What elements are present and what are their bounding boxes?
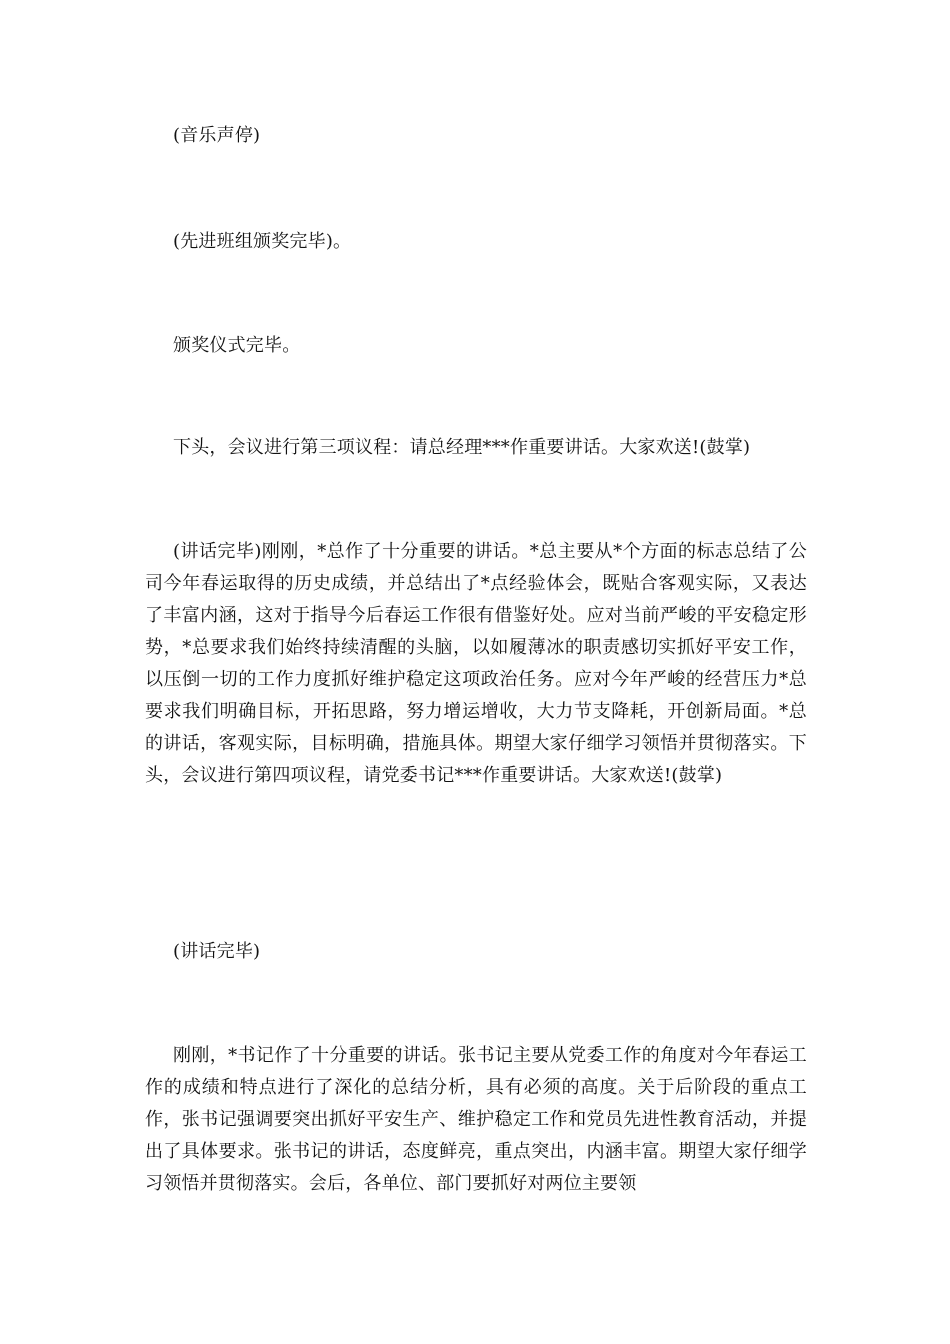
paragraph-ceremony-complete: 颁奖仪式完毕。 <box>173 335 301 356</box>
paragraph-speech-complete: (讲话完毕) <box>173 941 261 962</box>
paragraph-music-stop: (音乐声停) <box>173 125 261 146</box>
paragraph-manager-speech-summary: (讲话完毕)刚刚，*总作了十分重要的讲话。*总主要从*个方面的标志总结了公司今年春运取得的历史成绩，并总结出了*点经验体会，既贴合客观实际，又表达了丰富内涵，这对于指导今后春运工作很有借鉴好处。应对当前严峻的平安稳定形势，*总要求我们始终持续清醒的头脑，以如履薄冰的职责感切实抓好平安工作，以压倒一切的工作力度抓好维护稳定这项政治任务。应对今年严峻的经营压力*总要求我们明确目标，开拓思路，努力增运增收，大力节支降耗，开创新局面。*总的讲话，客观实际，目标明确，措施具体。期望大家仔细学习领悟并贯彻落实。下头，会议进行第四项议程，请党委书记***作重要讲话。大家欢送!(鼓掌) <box>145 541 807 786</box>
paragraph-secretary-speech-summary: 刚刚，*书记作了十分重要的讲话。张书记主要从党委工作的角度对今年春运工作的成绩和特点进行了深化的总结分析，具有必须的高度。关于后阶段的重点工作，张书记强调要突出抓好平安生产、维护稳定工作和党员先进性教育活动，并提出了具体要求。张书记的讲话，态度鲜亮，重点突出，内涵丰富。期望大家仔细学习领悟并贯彻落实。会后，各单位、部门要抓好对两位主要领 <box>145 1045 807 1194</box>
paragraph-third-agenda: 下头，会议进行第三项议程：请总经理***作重要讲话。大家欢送!(鼓掌) <box>173 437 751 458</box>
paragraph-award-complete: (先进班组颁奖完毕)。 <box>173 231 352 252</box>
